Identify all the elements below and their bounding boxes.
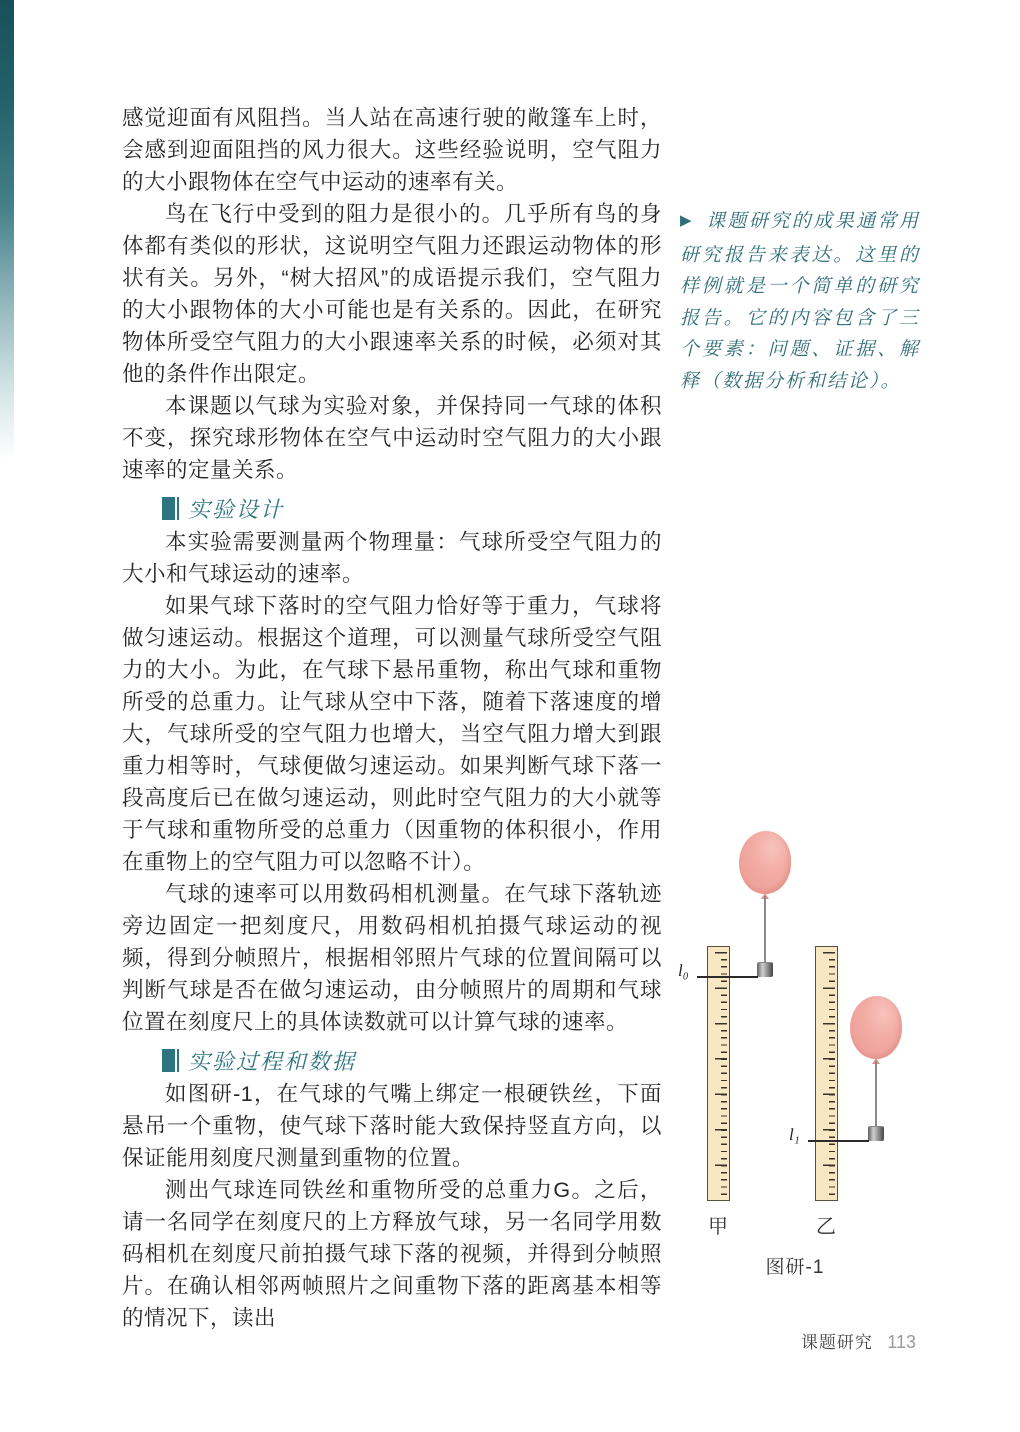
- body-paragraph: 本课题以气球为实验对象，并保持同一气球的体积不变，探究球形物体在空气中运动时空气阻力的大小跟速率的定量关系。: [122, 394, 662, 482]
- body-paragraph: 感觉迎面有风阻挡。当人站在高速行驶的敞篷车上时，会感到迎面阻挡的风力很大。这些经验说明，空气阻力的大小跟物体在空气中运动的速率有关。: [122, 106, 662, 194]
- section-heading-label: 实验过程和数据: [188, 1048, 357, 1074]
- margin-note: [680, 206, 920, 397]
- position-pointer-line-a: [697, 976, 758, 978]
- position-label-l1: l₁: [789, 1125, 800, 1144]
- section-heading-experiment-process: [162, 1044, 662, 1076]
- wire-b: [875, 1061, 877, 1127]
- section-marker-icon: [162, 497, 179, 520]
- footer-section-title: 课题研究: [800, 1333, 873, 1352]
- section-heading-label: 实验设计: [188, 496, 285, 522]
- body-paragraph: 如图研-1，在气球的气嘴上绑定一根硬铁丝，下面悬吊一个重物，使气球下落时能大致保持竖直方向，以保证能用刻度尺测量到重物的位置。: [122, 1082, 662, 1170]
- body-paragraph: 气球的速率可以用数码相机测量。在气球下落轨迹旁边固定一把刻度尺，用数码相机拍摄气球运动的视频，得到分帧照片，根据相邻照片气球的位置间隔可以判断气球是否在做匀速运动，由分帧照片的周期和气球位置在刻度尺上的具体读数就可以计算气球的速率。: [122, 882, 662, 1034]
- section-heading-experiment-design: [162, 492, 662, 524]
- ruler-ticks: [823, 952, 835, 1195]
- body-paragraph: 本实验需要测量两个物理量：气球所受空气阻力的大小和气球运动的速率。: [122, 530, 662, 586]
- ruler-a: [707, 946, 730, 1201]
- body-paragraph: 如果气球下落时的空气阻力恰好等于重力，气球将做匀速运动。根据这个道理，可以测量气球所受空气阻力的大小。为此，在气球下悬吊重物，称出气球和重物所受的总重力。让气球从空中下落，随着下落速度的增大，气球所受的空气阻力也增大，当空气阻力增大到跟重力相等时，气球便做匀速运动。如果判断气球下落一段高度后已在做匀速运动，则此时空气阻力的大小就等于气球和重物所受的总重力（因重物的体积很小，作用在重物上的空气阻力可以忽略不计）。: [122, 594, 662, 874]
- page-edge-gradient-bar: [0, 0, 14, 460]
- balloon-a: [739, 831, 791, 894]
- position-label-l0: l₀: [678, 961, 689, 980]
- ruler-b-label: 乙: [816, 1216, 836, 1238]
- wire-a: [764, 896, 766, 963]
- figure-caption: 图研-1: [765, 1257, 825, 1278]
- main-text-column: [122, 102, 662, 1334]
- weight-a: [757, 962, 773, 977]
- triangle-bullet-icon: ▶: [680, 213, 692, 229]
- ruler-b: [815, 946, 838, 1201]
- weight-b: [868, 1126, 884, 1141]
- ruler-ticks: [715, 952, 727, 1195]
- margin-note-text: 课题研究的成果通常用研究报告来表达。这里的样例就是一个简单的研究报告。它的内容包含了三个要素：问题、证据、解释（数据分析和结论）。: [680, 211, 920, 392]
- figure-yan-1: [670, 810, 920, 1280]
- body-paragraph: 鸟在飞行中受到的阻力是很小的。几乎所有鸟的身体都有类似的形状，这说明空气阻力还跟运动物体的形状有关。另外，“树大招风”的成语提示我们，空气阻力的大小跟物体的大小可能也是有关系的。因此，在研究物体所受空气阻力的大小跟速率关系的时候，必须对其他的条件作出限定。: [122, 202, 662, 386]
- ruler-a-label: 甲: [708, 1216, 728, 1238]
- body-paragraph: 测出气球连同铁丝和重物所受的总重力G。之后，请一名同学在刻度尺的上方释放气球，另一名同学用数码相机在刻度尺前拍摄气球下落的视频，并得到分帧照片。在确认相邻两帧照片之间重物下落的距离基本相等的情况下，读出: [122, 1178, 662, 1330]
- footer-page-number: 113: [887, 1332, 916, 1352]
- page-footer: [0, 1328, 916, 1353]
- section-marker-icon: [162, 1049, 179, 1072]
- position-pointer-line-b: [808, 1140, 869, 1142]
- balloon-b: [850, 996, 902, 1059]
